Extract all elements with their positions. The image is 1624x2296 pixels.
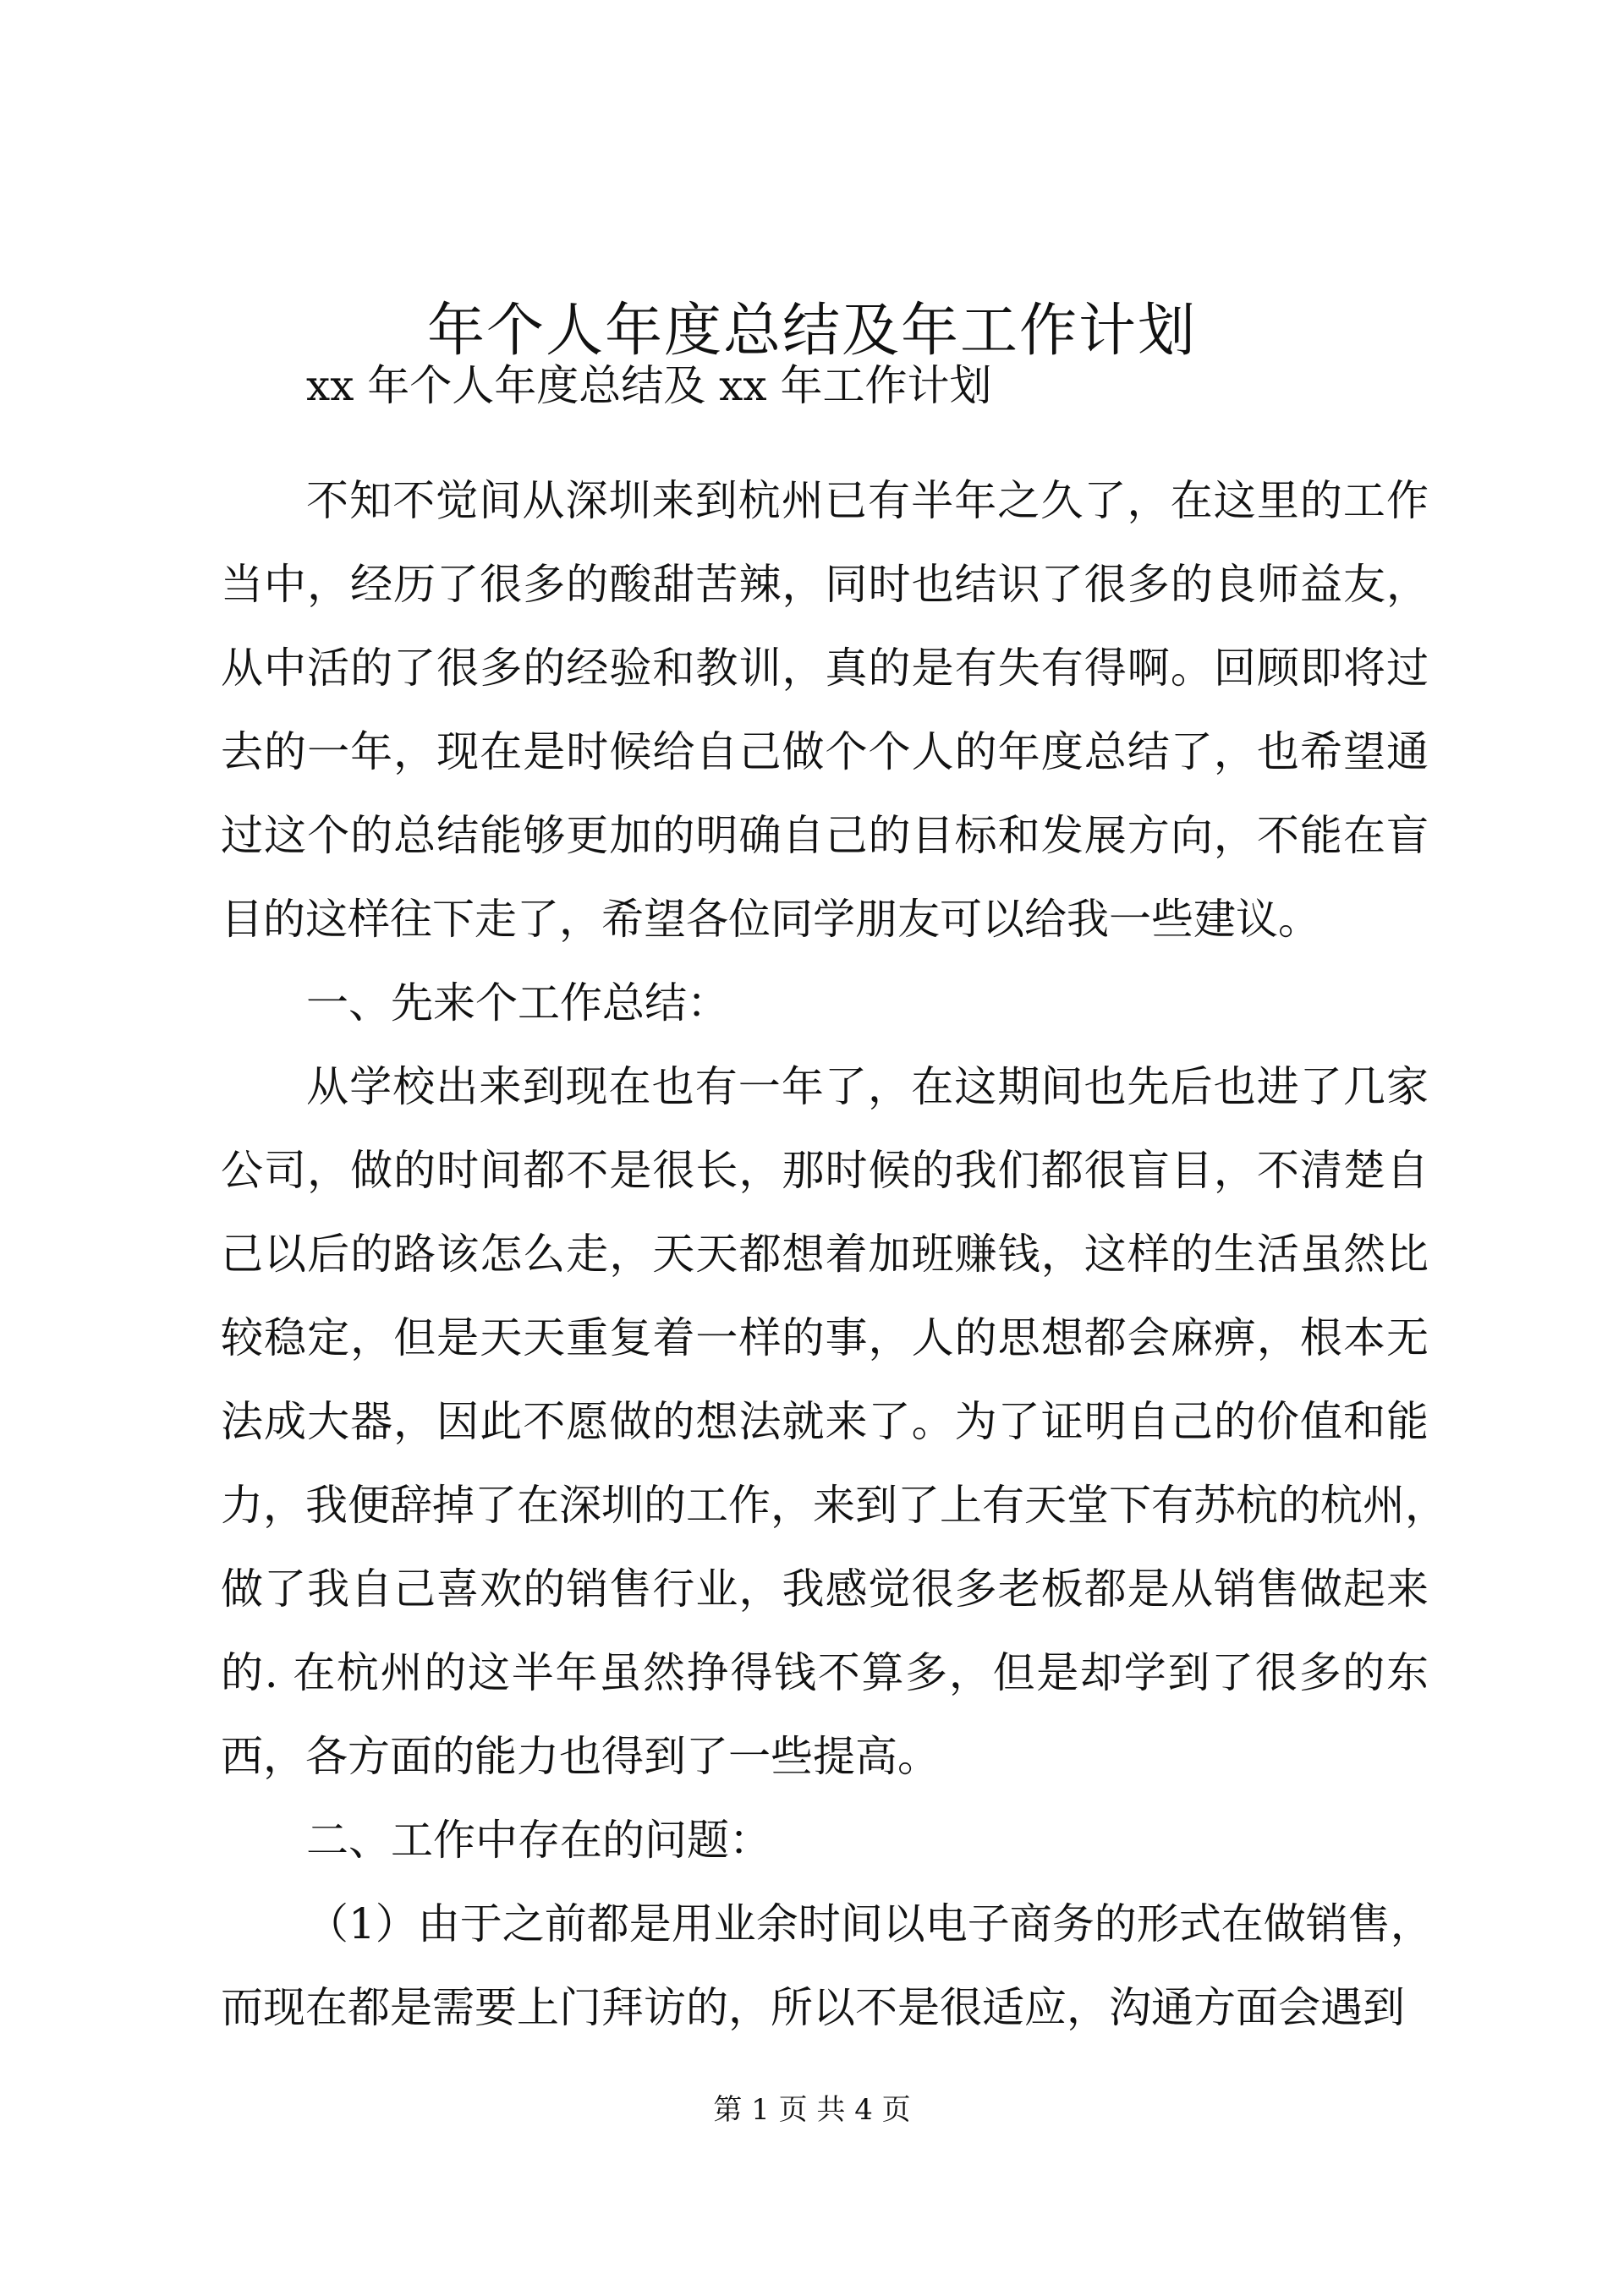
text-line: 的. 在杭州的这半年虽然挣得钱不算多，但是却学到了很多的东 [221, 1648, 1429, 1697]
text-line: 力，我便辞掉了在深圳的工作，来到了上有天堂下有苏杭的杭州， [221, 1481, 1447, 1530]
text-line: 从学校出来到现在也有一年了，在这期间也先后也进了几家 [306, 1062, 1429, 1111]
text-line: 西，各方面的能力也得到了一些提高。 [221, 1732, 940, 1781]
text-line: 当中，经历了很多的酸甜苦辣，同时也结识了很多的良师益友， [221, 560, 1429, 609]
text-line: 过这个的总结能够更加的明确自己的目标和发展方向，不能在盲 [221, 811, 1429, 860]
text-line: 公司，做的时间都不是很长，那时候的我们都很盲目，不清楚自 [221, 1146, 1429, 1195]
text-line: 不知不觉间从深圳来到杭州已有半年之久了，在这里的工作 [306, 476, 1429, 525]
paragraph [221, 1045, 1447, 1799]
document-title: 年个人年度总结及年工作计划 [426, 298, 1197, 364]
paragraph [221, 459, 1429, 962]
text-line: 己以后的路该怎么走，天天都想着加班赚钱，这样的生活虽然比 [221, 1230, 1429, 1279]
text-line: 做了我自己喜欢的销售行业，我感觉很多老板都是从销售做起来 [221, 1564, 1429, 1614]
text-line: 目的这样往下走了，希望各位同学朋友可以给我一些建议。 [221, 895, 1320, 944]
paragraph [221, 962, 1429, 1045]
page-number-footer: 第 1 页 共 4 页 [713, 2093, 911, 2127]
text-line: （1）由于之前都是用业余时间以电子商务的形式在做销售， [306, 1899, 1433, 1948]
text-line: 较稳定，但是天天重复着一样的事，人的思想都会麻痹，根本无 [221, 1313, 1429, 1362]
document-body [221, 459, 1447, 2050]
paragraph [221, 1799, 1429, 1882]
paragraph [221, 1882, 1433, 2050]
document-subtitle: xx 年个人年度总结及 xx 年工作计划 [306, 361, 992, 410]
text-line: 一、先来个工作总结： [306, 978, 729, 1027]
text-line: 法成大器，因此不愿做的想法就来了。为了证明自己的价值和能 [221, 1397, 1429, 1446]
text-line: 去的一年，现在是时候给自己做个个人的年度总结了，也希望通 [221, 727, 1429, 776]
text-line: 二、工作中存在的问题： [306, 1816, 771, 1865]
text-line: 从中活的了很多的经验和教训，真的是有失有得啊。回顾即将过 [221, 644, 1429, 693]
text-line: 而现在都是需要上门拜访的，所以不是很适应，沟通方面会遇到 [221, 1983, 1405, 2032]
